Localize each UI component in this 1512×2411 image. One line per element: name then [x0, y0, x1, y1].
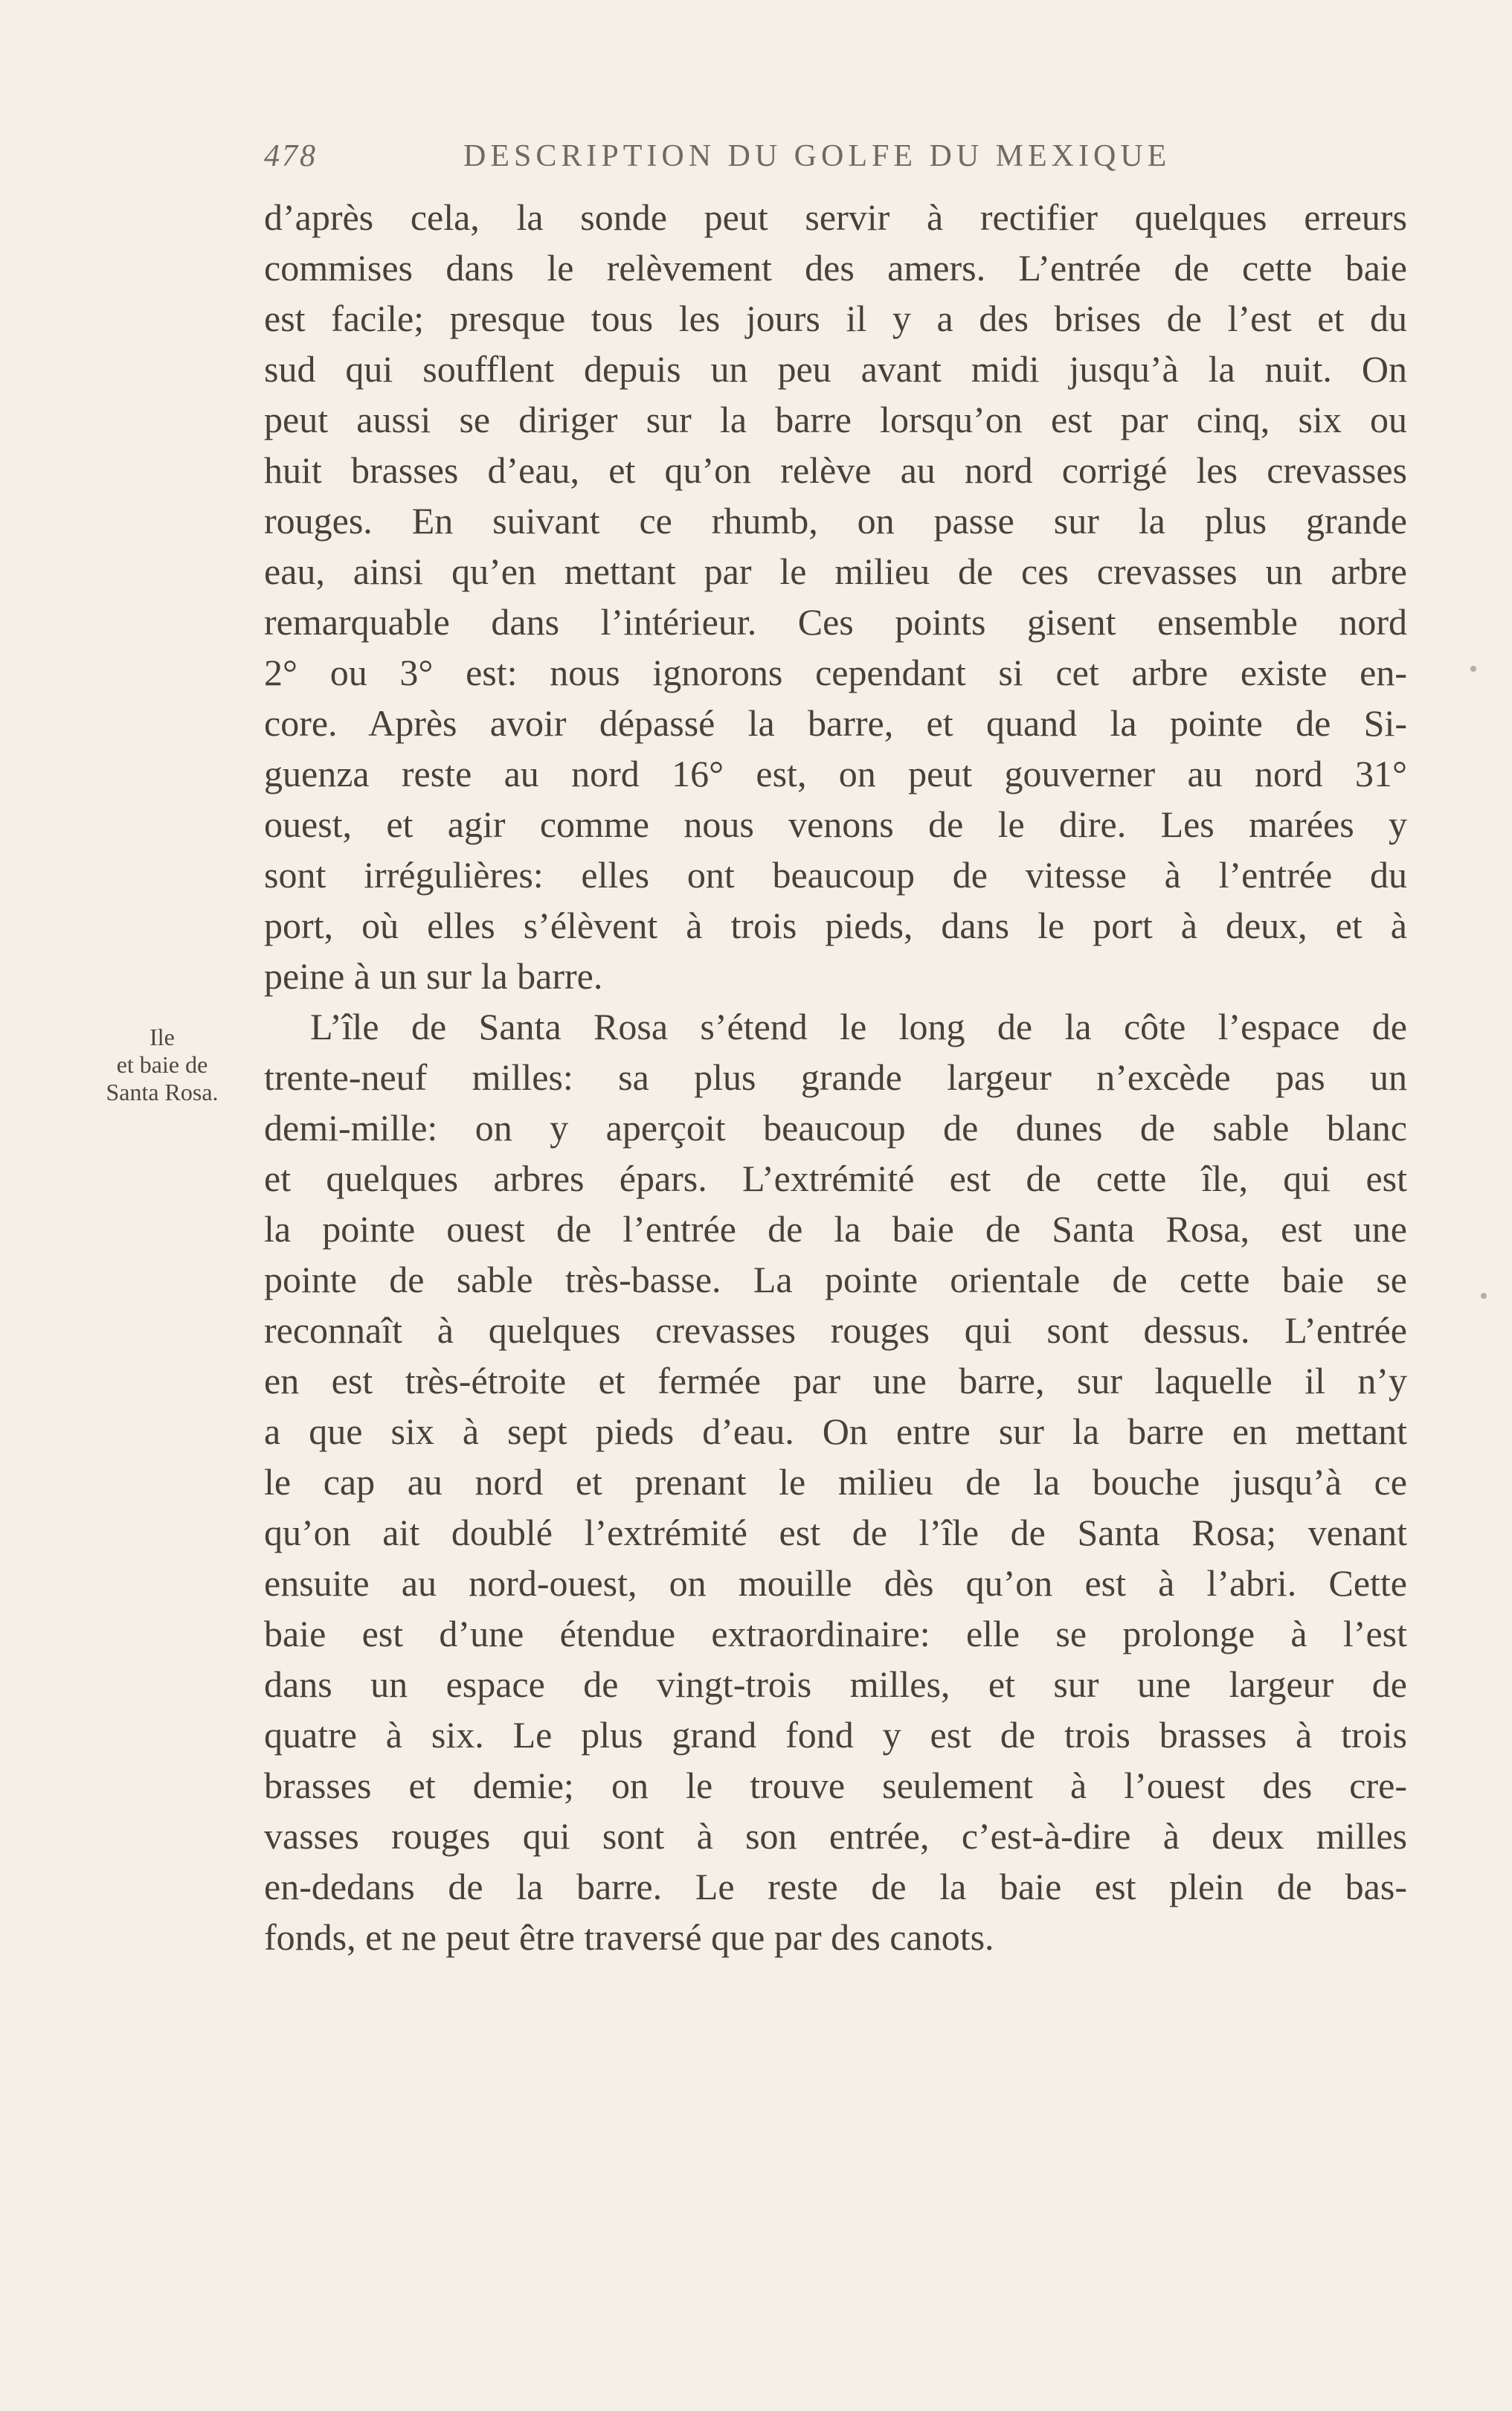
running-header: [264, 138, 1394, 183]
body-line: pointe de sable très-basse. La pointe orientale de cette baie se: [264, 1259, 1407, 1300]
body-line: commises dans le relèvement des amers. L’entrée de cette baie: [264, 247, 1407, 289]
body-line: est facile; presque tous les jours il y a des brises de l’est et du: [264, 298, 1407, 339]
body-line: eau, ainsi qu’en mettant par le milieu de ces crevasses un arbre: [264, 550, 1407, 592]
body-line: demi-mille: on y aperçoit beaucoup de dunes de sable blanc: [264, 1107, 1407, 1149]
body-line: ensuite au nord-ouest, on mouille dès qu’on est à l’abri. Cette: [264, 1562, 1407, 1604]
body-line: baie est d’une étendue extraordinaire: elle se prolonge à l’est: [264, 1613, 1407, 1654]
marginal-note-line: Santa Rosa.: [106, 1079, 219, 1105]
marginal-note-line: Ile: [149, 1024, 175, 1050]
paper-speck: [1470, 666, 1476, 672]
body-line: en-dedans de la barre. Le reste de la baie est plein de bas-: [264, 1866, 1407, 1907]
body-line: le cap au nord et prenant le milieu de la bouche jusqu’à ce: [264, 1461, 1407, 1503]
body-line: port, où elles s’élèvent à trois pieds, dans le port à deux, et à: [264, 905, 1407, 946]
body-line: la pointe ouest de l’entrée de la baie de Santa Rosa, est une: [264, 1208, 1407, 1250]
body-line: rouges. En suivant ce rhumb, on passe sur la plus grande: [264, 500, 1407, 542]
body-line: ouest, et agir comme nous venons de le dire. Les marées y: [264, 803, 1407, 845]
paragraph-start-line: L’île de Santa Rosa s’étend le long de la côte l’espace de: [310, 1006, 1407, 1047]
page-number: 478: [264, 139, 318, 173]
body-line: core. Après avoir dépassé la barre, et quand la pointe de Si-: [264, 702, 1407, 744]
body-line: peut aussi se diriger sur la barre lorsqu’on est par cinq, six ou: [264, 399, 1407, 440]
paper-speck: [1481, 1293, 1487, 1299]
body-line: sont irrégulières: elles ont beaucoup de vitesse à l’entrée du: [264, 854, 1407, 896]
body-line: et quelques arbres épars. L’extrémité est de cette île, qui est: [264, 1158, 1407, 1199]
body-line: qu’on ait doublé l’extrémité est de l’île de Santa Rosa; venant: [264, 1512, 1407, 1553]
header-title: DESCRIPTION DU GOLFE DU MEXIQUE: [463, 139, 1171, 173]
body-line: remarquable dans l’intérieur. Ces points gisent ensemble nord: [264, 601, 1407, 643]
body-text: [264, 192, 1407, 1962]
marginal-note-line: et baie de: [116, 1051, 208, 1078]
body-line: reconnaît à quelques crevasses rouges qui sont dessus. L’entrée: [264, 1309, 1407, 1351]
body-line: huit brasses d’eau, et qu’on relève au nord corrigé les crevasses: [264, 449, 1407, 491]
body-line: peine à un sur la barre.: [264, 955, 603, 997]
body-line: trente-neuf milles: sa plus grande largeur n’excède pas un: [264, 1056, 1407, 1098]
body-line: dans un espace de vingt-trois milles, et sur une largeur de: [264, 1663, 1407, 1705]
body-line: a que six à sept pieds d’eau. On entre sur la barre en mettant: [264, 1410, 1407, 1452]
body-line: quatre à six. Le plus grand fond y est de trois brasses à trois: [264, 1714, 1407, 1756]
body-line: 2° ou 3° est: nous ignorons cependant si cet arbre existe en-: [264, 652, 1407, 693]
marginal-note: [88, 1024, 237, 1106]
body-line: guenza reste au nord 16° est, on peut gouverner au nord 31°: [264, 753, 1407, 794]
body-line: brasses et demie; on le trouve seulement à l’ouest des cre-: [264, 1765, 1407, 1806]
body-line: vasses rouges qui sont à son entrée, c’est-à-dire à deux milles: [264, 1815, 1407, 1857]
body-line: en est très-étroite et fermée par une barre, sur laquelle il n’y: [264, 1360, 1407, 1402]
body-line: sud qui soufflent depuis un peu avant midi jusqu’à la nuit. On: [264, 348, 1407, 390]
body-line: fonds, et ne peut être traversé que par des canots.: [264, 1916, 994, 1958]
body-line: d’après cela, la sonde peut servir à rectifier quelques erreurs: [264, 196, 1407, 238]
